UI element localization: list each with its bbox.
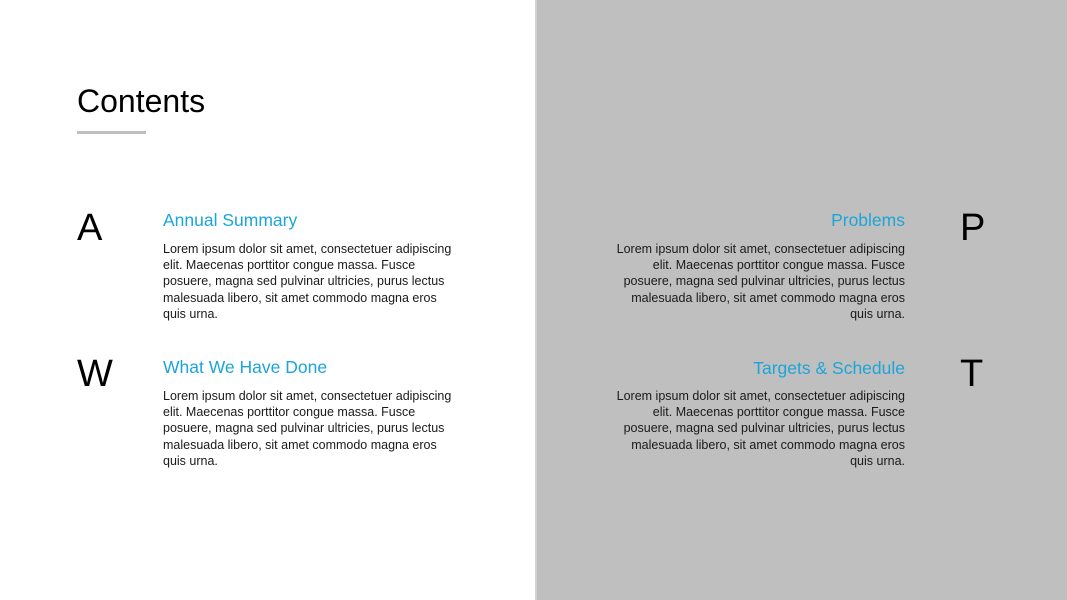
section-letter-t: T (960, 353, 984, 395)
section-letter-w: W (77, 353, 113, 395)
section-heading-targets-schedule: Targets & Schedule (753, 358, 905, 378)
page-title: Contents (77, 83, 206, 119)
title-underline (77, 131, 146, 134)
section-body-problems: Lorem ipsum dolor sit amet, consectetuer adipiscing elit. Maecenas porttitor congue massa. Fusce posuere, magna sed pulvinar ultricies, purus lectus malesuada libero, sit amet commodo magna eros quis urna. (616, 242, 905, 321)
panel-divider (535, 0, 537, 600)
section-body-what-we-have-done: Lorem ipsum dolor sit amet, consectetuer adipiscing elit. Maecenas porttitor congue massa. Fusce posuere, magna sed pulvinar ultricies, purus lectus malesuada libero, sit amet commodo magna eros quis urna. (163, 389, 452, 468)
section-heading-what-we-have-done: What We Have Done (163, 357, 328, 377)
section-letter-a: A (77, 207, 103, 249)
section-letter-p: P (960, 207, 986, 249)
section-heading-problems: Problems (831, 210, 905, 230)
section-body-targets-schedule: Lorem ipsum dolor sit amet, consectetuer adipiscing elit. Maecenas porttitor congue massa. Fusce posuere, magna sed pulvinar ultricies, purus lectus malesuada libero, sit amet commodo magna eros quis urna. (616, 389, 905, 468)
section-body-annual-summary: Lorem ipsum dolor sit amet, consectetuer adipiscing elit. Maecenas porttitor congue massa. Fusce posuere, magna sed pulvinar ultricies, purus lectus malesuada libero, sit amet commodo magna eros quis urna. (163, 242, 452, 321)
section-heading-annual-summary: Annual Summary (163, 210, 298, 230)
